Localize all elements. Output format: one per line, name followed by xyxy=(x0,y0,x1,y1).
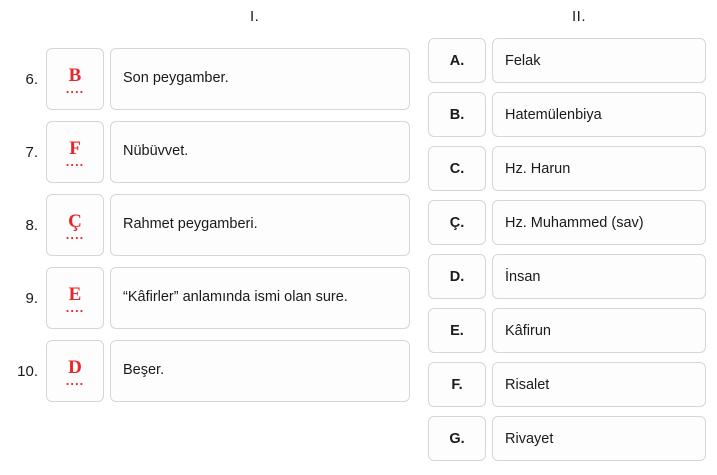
answer-letter: Ç xyxy=(68,210,82,232)
option-letter: D. xyxy=(428,254,486,299)
option-row xyxy=(428,254,706,299)
option-row xyxy=(428,308,706,353)
option-text: Felak xyxy=(492,38,706,83)
answer-input-box[interactable] xyxy=(46,121,104,183)
answer-dotted-line: .... xyxy=(65,80,85,96)
answer-dotted-line: .... xyxy=(65,153,85,169)
option-text: İnsan xyxy=(492,254,706,299)
question-text: Beşer. xyxy=(110,340,410,402)
options-column xyxy=(428,38,706,470)
answer-input-box[interactable] xyxy=(46,48,104,110)
column-heading-one: I. xyxy=(250,8,260,25)
option-row xyxy=(428,200,706,245)
question-row xyxy=(0,121,410,183)
answer-letter: D xyxy=(68,356,82,378)
option-text: Kâfirun xyxy=(492,308,706,353)
option-letter: E. xyxy=(428,308,486,353)
option-row xyxy=(428,362,706,407)
questions-column xyxy=(0,48,410,413)
question-number: 10. xyxy=(17,362,38,380)
option-letter: B. xyxy=(428,92,486,137)
option-letter: F. xyxy=(428,362,486,407)
question-number: 7. xyxy=(25,143,38,161)
answer-input-box[interactable] xyxy=(46,340,104,402)
answer-letter: B xyxy=(68,64,82,86)
option-letter: G. xyxy=(428,416,486,461)
question-text: Nübüvvet. xyxy=(110,121,410,183)
answer-input-box[interactable] xyxy=(46,194,104,256)
question-text: “Kâfirler” anlamında ismi olan sure. xyxy=(110,267,410,329)
option-text: Rivayet xyxy=(492,416,706,461)
question-number: 9. xyxy=(25,289,38,307)
answer-dotted-line: .... xyxy=(65,299,85,315)
option-text: Hz. Harun xyxy=(492,146,706,191)
option-letter: A. xyxy=(428,38,486,83)
column-heading-two: II. xyxy=(572,8,587,25)
question-row xyxy=(0,340,410,402)
option-text: Hatemülenbiya xyxy=(492,92,706,137)
answer-dotted-line: .... xyxy=(65,226,85,242)
question-text: Son peygamber. xyxy=(110,48,410,110)
option-text: Risalet xyxy=(492,362,706,407)
question-number: 8. xyxy=(25,216,38,234)
option-letter: Ç. xyxy=(428,200,486,245)
option-row xyxy=(428,146,706,191)
answer-letter: F xyxy=(69,137,81,159)
answer-letter: E xyxy=(68,283,82,305)
question-row xyxy=(0,48,410,110)
option-text: Hz. Muhammed (sav) xyxy=(492,200,706,245)
option-letter: C. xyxy=(428,146,486,191)
question-number: 6. xyxy=(25,70,38,88)
question-row xyxy=(0,267,410,329)
question-text: Rahmet peygamberi. xyxy=(110,194,410,256)
answer-input-box[interactable] xyxy=(46,267,104,329)
option-row xyxy=(428,92,706,137)
option-row xyxy=(428,416,706,461)
answer-dotted-line: .... xyxy=(65,372,85,388)
question-row xyxy=(0,194,410,256)
option-row xyxy=(428,38,706,83)
